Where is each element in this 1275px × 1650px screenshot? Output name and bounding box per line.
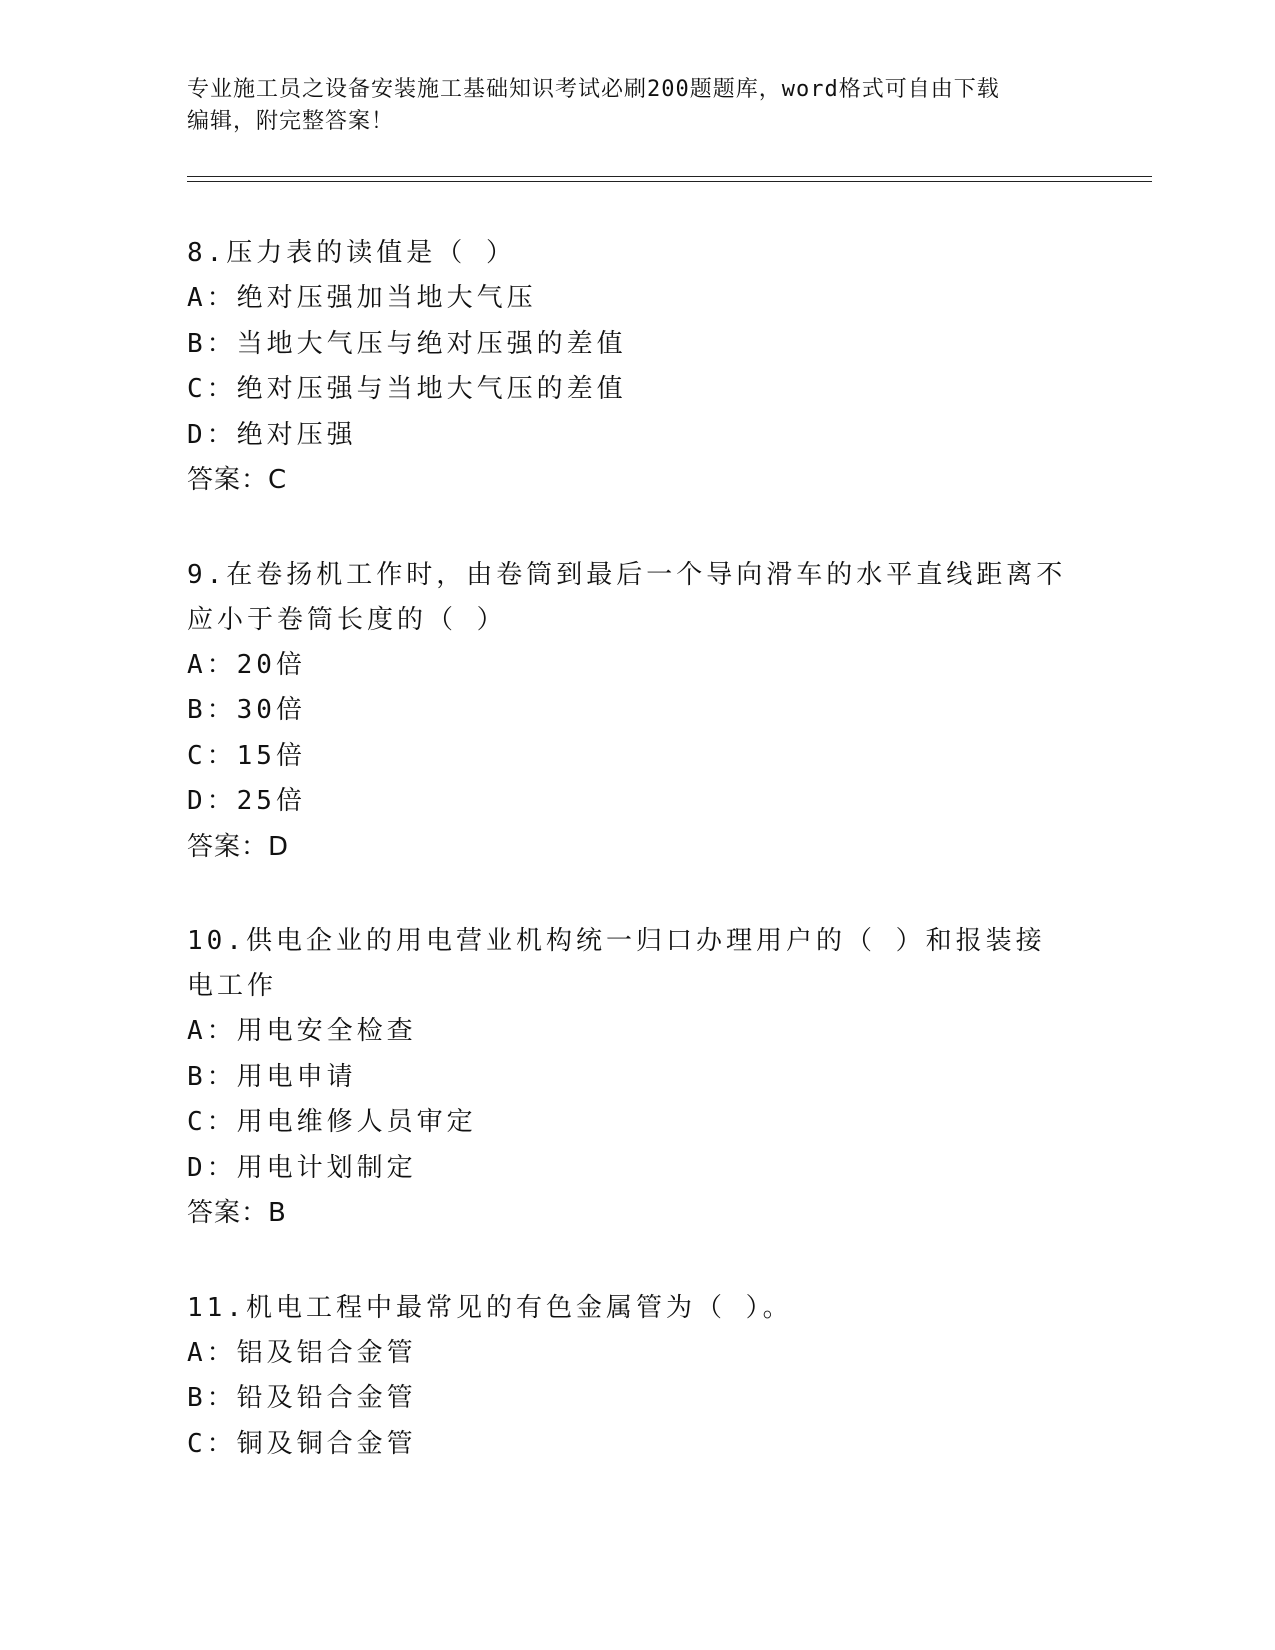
header-line-2: 编辑，附完整答案！ [187,109,395,134]
option-b: B：当地大气压与绝对压强的差值 [187,328,627,359]
option-d: D：用电计划制定 [187,1152,417,1183]
option-a: A：铝及铝合金管 [187,1337,417,1368]
header-divider-bottom [187,181,1152,182]
question-9 [187,553,1067,871]
question-text: 10.供电企业的用电营业机构统一归口办理用户的（ ）和报装接电工作 [187,926,1046,1001]
answer: 答案：D [187,831,290,862]
option-b: B：用电申请 [187,1061,357,1092]
answer: 答案：B [187,1198,287,1228]
option-c: C：铜及铜合金管 [187,1428,417,1459]
header-divider-top [187,176,1152,177]
option-a: A：用电安全检查 [187,1016,417,1046]
question-8 [187,231,1067,504]
option-a: A：20倍 [187,649,306,680]
document-header [187,74,1067,138]
question-10 [187,919,1067,1237]
option-c: C：绝对压强与当地大气压的差值 [187,374,627,404]
option-d: D：绝对压强 [187,419,357,450]
question-11 [187,1286,1067,1468]
answer: 答案：C [187,465,288,495]
option-c: C：15倍 [187,740,306,771]
option-d: D：25倍 [187,786,306,816]
option-a: A：绝对压强加当地大气压 [187,283,537,313]
question-text: 11.机电工程中最常见的有色金属管为（ ）。 [187,1292,793,1323]
option-b: B：30倍 [187,695,306,725]
question-list [187,231,1067,1516]
question-text: 8.压力表的读值是（ ） [187,238,516,268]
option-b: B：铅及铅合金管 [187,1383,417,1413]
option-c: C：用电维修人员审定 [187,1107,477,1137]
question-text: 9.在卷扬机工作时，由卷筒到最后一个导向滑车的水平直线距离不应小于卷筒长度的（ ） [187,559,1067,635]
header-line-1: 专业施工员之设备安装施工基础知识考试必刷200题题库，word格式可自由下载 [187,77,1000,102]
